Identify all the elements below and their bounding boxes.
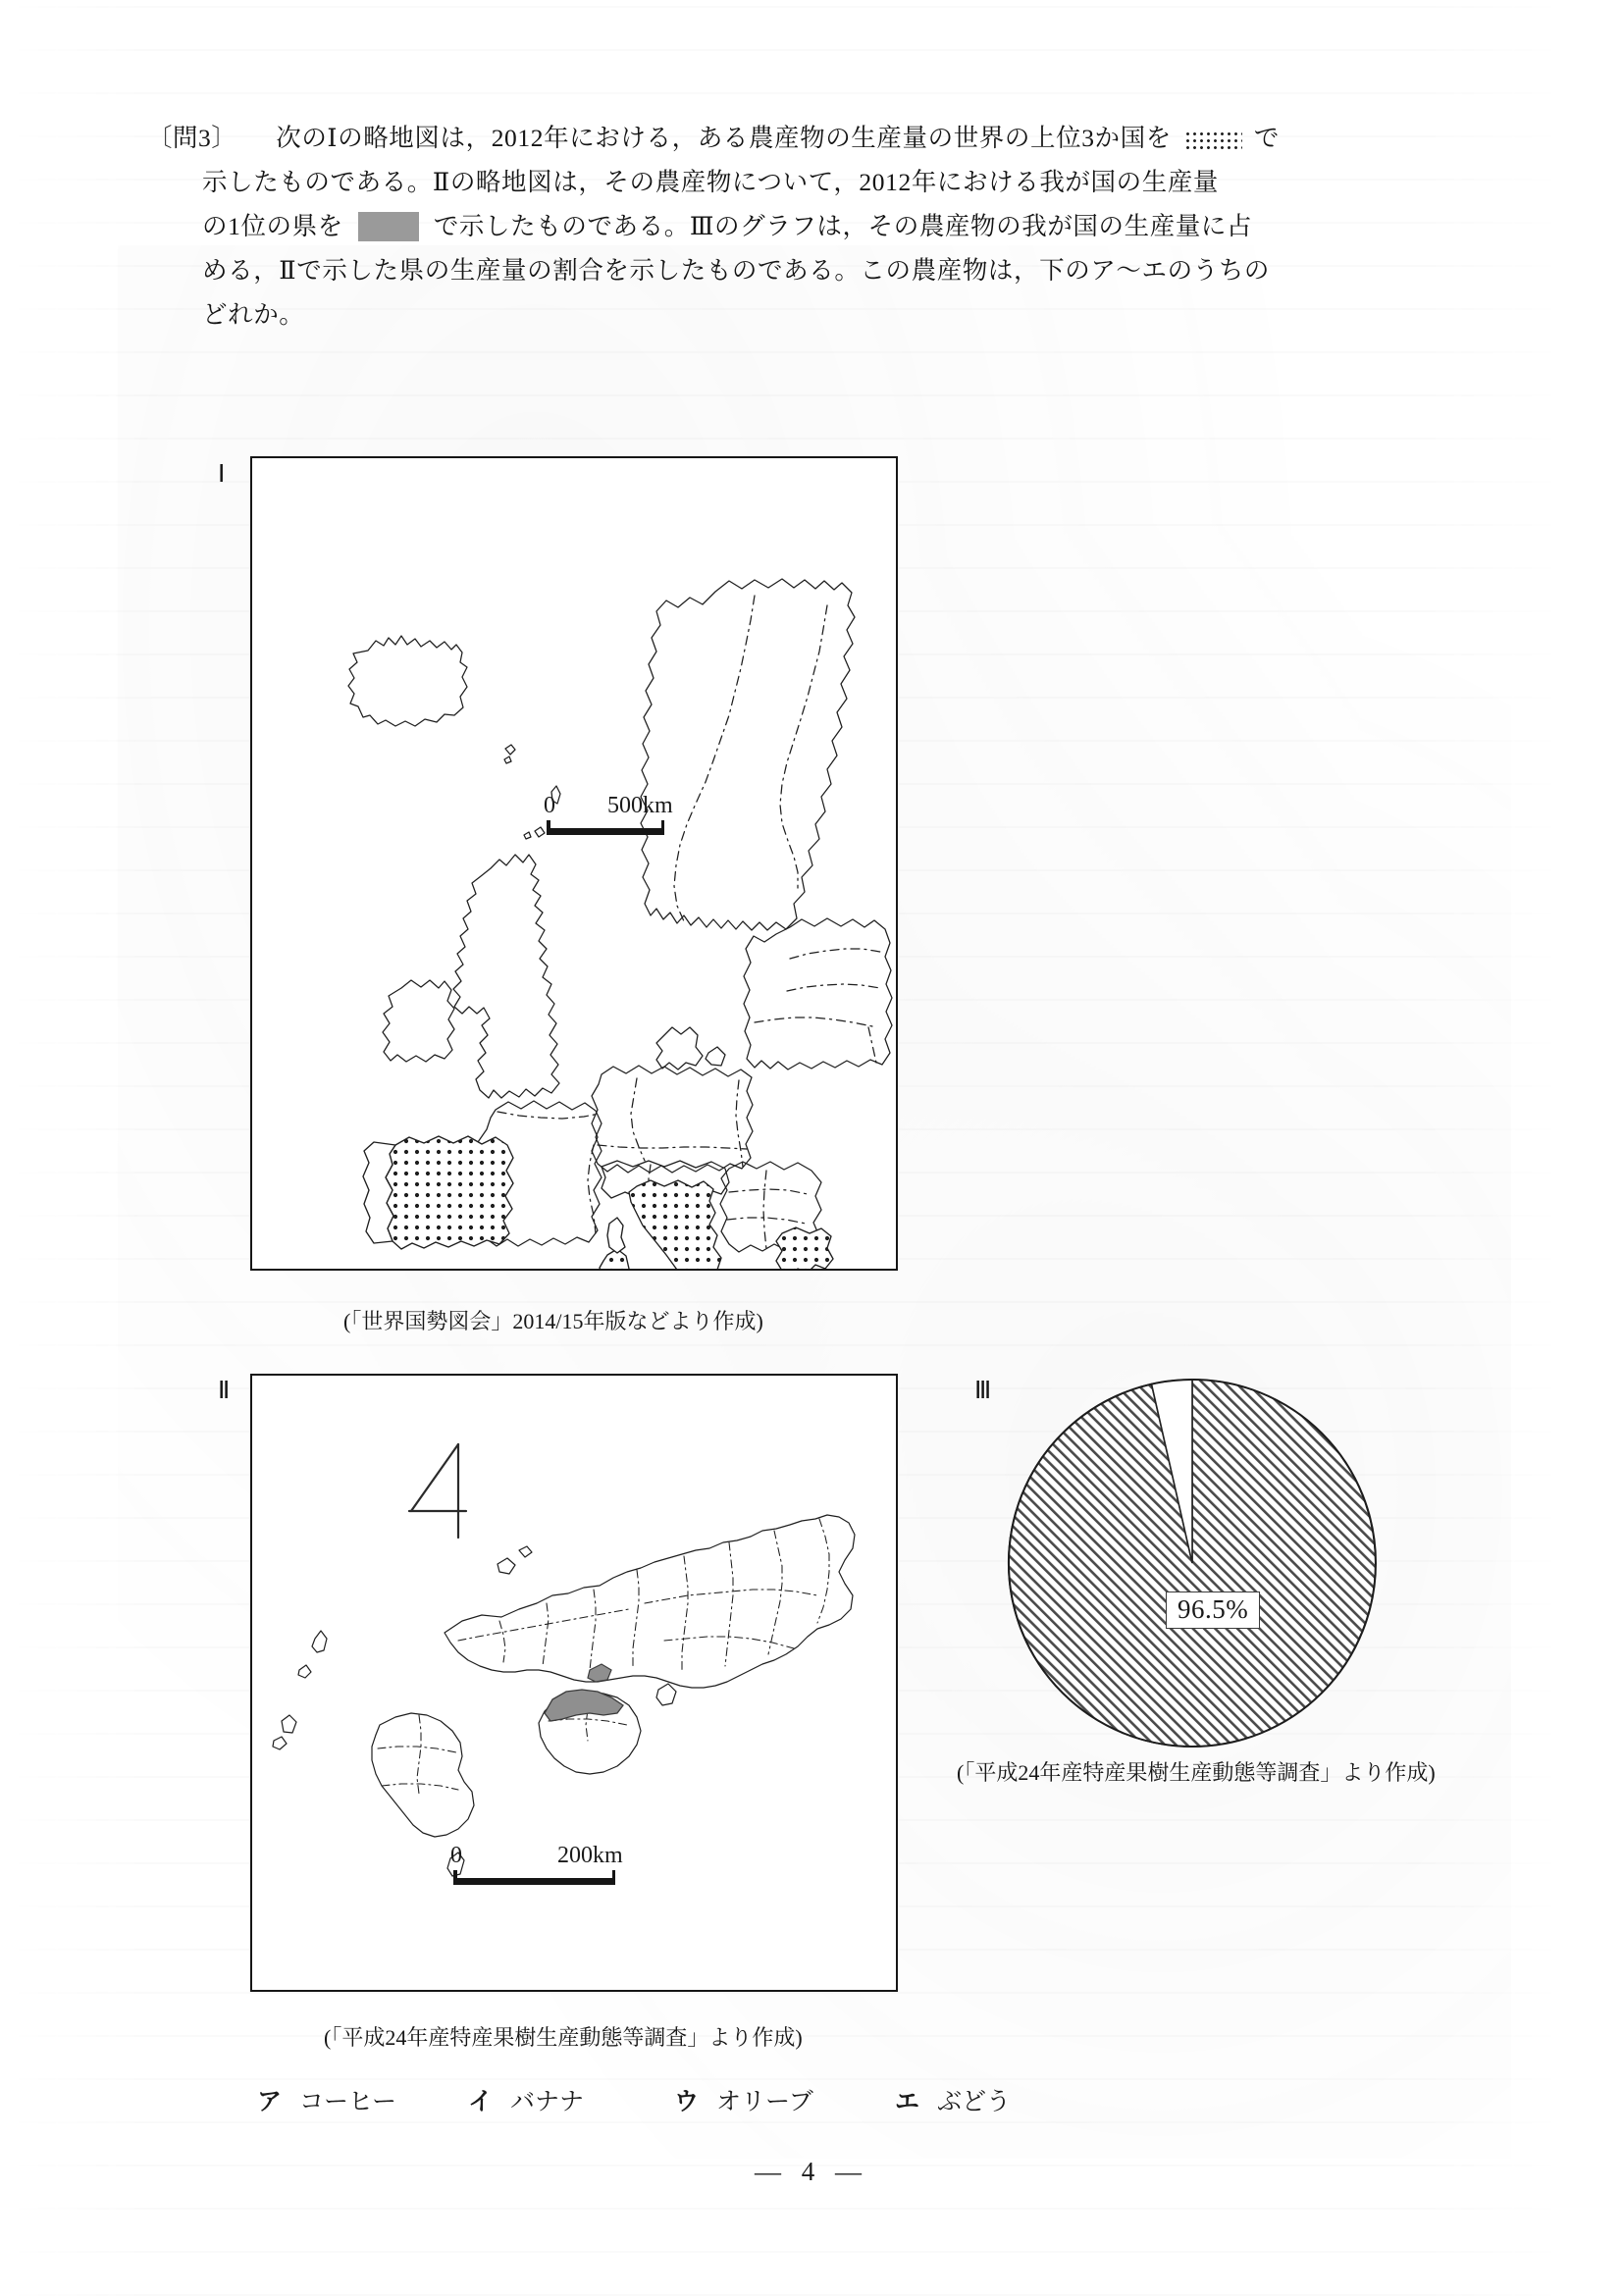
figure-three-pie-chart: [1001, 1372, 1384, 1754]
question-line-4-text: める，Ⅱで示した県の生産量の割合を示したものである。この農産物は，下のア〜エのうちの: [202, 256, 1271, 285]
pref-border-h2: [645, 1590, 817, 1603]
figure-three-label: Ⅲ: [974, 1378, 992, 1404]
border-poland-north: [755, 1018, 872, 1026]
island-goto-a: [282, 1715, 296, 1733]
pref-border-k1: [378, 1747, 456, 1752]
answer-choice-a-key: ア: [257, 2088, 283, 2115]
island-oki: [497, 1558, 515, 1574]
pref-border-4: [633, 1570, 639, 1666]
figure-two-caption: (「平成24年産特産果樹生産動態等調査」より作成): [324, 2025, 803, 2050]
map-one-scale-rule: [547, 828, 664, 835]
pie-value-label: 96.5%: [1166, 1592, 1260, 1629]
answer-choice-d[interactable]: [895, 2082, 1091, 2117]
island-zealand: [706, 1047, 725, 1066]
page-number: — 4 —: [755, 2157, 868, 2186]
border-balkans-1: [729, 1189, 808, 1194]
question-block: [147, 116, 1482, 337]
question-line-3-tail: で示したものである。Ⅲのグラフは，その農産物の我が国の生産量に占: [433, 212, 1253, 240]
prefecture-kagawa-islet: [588, 1664, 611, 1682]
figure-one-map-europe: [250, 456, 898, 1271]
answer-choice-c-text: オリーブ: [716, 2088, 813, 2115]
country-great-britain: [453, 855, 559, 1098]
pie-chart-svg: [1001, 1372, 1384, 1754]
country-italy-highlight: [629, 1180, 727, 1271]
answer-choice-b[interactable]: [468, 2082, 674, 2117]
border-balkans-3: [763, 1171, 766, 1249]
figure-two-label: Ⅱ: [218, 1378, 231, 1404]
pref-border-k3: [382, 1784, 458, 1790]
country-iceland: [348, 636, 467, 726]
region-honshu: [445, 1515, 855, 1688]
pref-border-5: [682, 1556, 688, 1670]
question-line-3: [147, 204, 1482, 248]
answer-choice-a-text: コーヒー: [299, 2088, 397, 2115]
japan-map-svg: [252, 1376, 898, 1992]
pref-border-3: [590, 1590, 596, 1670]
island-awaji: [656, 1684, 676, 1705]
gray-fill-swatch: [358, 212, 419, 241]
answer-choice-c-key: ウ: [674, 2088, 700, 2115]
border-germany-south: [598, 1145, 747, 1149]
pref-border-1: [499, 1621, 505, 1662]
island-oki-small: [519, 1546, 532, 1557]
answer-choice-a[interactable]: [257, 2082, 468, 2117]
island-tsushima: [312, 1631, 327, 1652]
dotted-pattern-swatch: [1183, 130, 1242, 149]
figure-one-label: Ⅰ: [218, 461, 226, 488]
pref-border-7: [768, 1531, 782, 1654]
figure-three-caption: (「平成24年産特産果樹生産動態等調査」より作成): [957, 1760, 1436, 1785]
island-iki: [298, 1665, 311, 1678]
island-sardinia-highlight: [600, 1249, 629, 1271]
border-poland-east: [868, 1027, 876, 1063]
pref-border-h3: [664, 1637, 794, 1648]
island-corsica: [607, 1218, 625, 1253]
country-spain-highlight: [386, 1136, 513, 1249]
island-goto-b: [273, 1737, 287, 1749]
question-number: 〔問3〕: [147, 124, 237, 152]
region-baltic-poland: [744, 918, 892, 1070]
border-baltic-2: [787, 984, 880, 991]
pref-border-h1: [458, 1609, 629, 1641]
region-kyushu: [372, 1713, 474, 1837]
europe-map-svg: [252, 458, 898, 1271]
question-line-5: [147, 292, 1482, 337]
map-two-overlay-mark: [397, 1435, 486, 1542]
border-balkans-2: [727, 1218, 806, 1224]
country-ireland: [383, 980, 454, 1062]
region-benelux-germany: [592, 1066, 753, 1173]
country-denmark: [656, 1027, 703, 1070]
question-line-2-text: 示したものである。Ⅱの略地図は，その農産物について，2012年における我が国の生産量: [202, 168, 1220, 196]
pref-border-8: [817, 1519, 829, 1623]
question-line-4: [147, 248, 1482, 292]
figure-one-caption: (「世界国勢図会」2014/15年版などより作成): [343, 1309, 763, 1333]
answer-choice-b-key: イ: [468, 2088, 494, 2115]
question-line-1-tail: で: [1253, 124, 1280, 152]
map-two-scale-rule: [453, 1878, 615, 1885]
pref-border-6: [725, 1542, 733, 1666]
pref-border-k2: [417, 1715, 421, 1794]
border-norway-sweden: [674, 596, 755, 921]
question-line-2: [147, 160, 1482, 204]
answer-choice-b-text: バナナ: [510, 2088, 585, 2115]
answer-choice-d-key: エ: [895, 2088, 920, 2115]
prefecture-kagawa-highlight: [545, 1690, 623, 1721]
map-two-scale-zero: 0: [450, 1843, 462, 1868]
pref-border-2: [543, 1603, 549, 1666]
island-faroe: [504, 745, 515, 763]
answer-choice-c[interactable]: [674, 2082, 895, 2117]
question-line-1: [147, 116, 1482, 160]
map-two-scale-max: 200km: [557, 1843, 623, 1868]
answer-choices: [257, 2082, 1091, 2117]
country-greece-highlight: [776, 1227, 833, 1271]
map-one-scale-zero: 0: [544, 793, 555, 818]
border-france-north: [497, 1112, 600, 1119]
map-one-scale-max: 500km: [607, 793, 673, 818]
border-baltic-1: [790, 949, 880, 959]
border-germany-east: [736, 1080, 743, 1167]
answer-choice-d-text: ぶどう: [937, 2088, 1012, 2115]
border-sweden-finland: [780, 605, 827, 888]
question-line-3-text: の1位の県を: [202, 212, 343, 240]
island-orkney: [524, 827, 545, 839]
figure-two-map-japan: [250, 1374, 898, 1992]
question-line-1-text: 次のⅠの略地図は，2012年における，ある農産物の生産量の世界の上位3か国を: [276, 124, 1172, 152]
question-line-5-text: どれか。: [202, 300, 305, 329]
